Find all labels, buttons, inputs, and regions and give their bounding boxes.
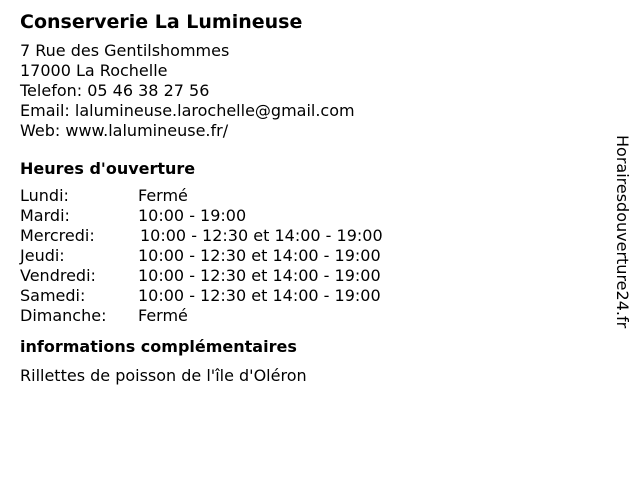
day-hours: 10:00 - 12:30 et 14:00 - 19:00	[138, 246, 381, 265]
day-label: Samedi:	[20, 286, 86, 305]
address-line-1: 7 Rue des Gentilshommes	[20, 41, 230, 60]
hours-row-sunday	[20, 306, 600, 326]
day-label: Mardi:	[20, 206, 70, 225]
day-hours: 10:00 - 12:30 et 14:00 - 19:00	[138, 286, 381, 305]
hours-row-thursday	[20, 246, 600, 266]
info-text: Rillettes de poisson de l'île d'Oléron	[20, 366, 307, 385]
day-hours: Fermé	[138, 306, 188, 325]
address-line-2: 17000 La Rochelle	[20, 61, 168, 80]
day-label: Jeudi:	[20, 246, 65, 265]
hours-table	[20, 186, 600, 326]
day-hours: 10:00 - 12:30 et 14:00 - 19:00	[138, 266, 381, 285]
day-hours: 10:00 - 12:30 et 14:00 - 19:00	[140, 226, 383, 245]
email-line: Email: lalumineuse.larochelle@gmail.com	[20, 101, 355, 120]
hours-row-saturday	[20, 286, 600, 306]
day-hours: 10:00 - 19:00	[138, 206, 247, 225]
business-card	[20, 10, 600, 386]
day-hours: Fermé	[138, 186, 188, 205]
business-name: Conserverie La Lumineuse	[20, 11, 303, 33]
info-heading: informations complémentaires	[20, 337, 297, 356]
day-label: Dimanche:	[20, 306, 107, 325]
contact-block	[20, 41, 600, 141]
hours-row-wednesday	[20, 226, 600, 246]
day-label: Mercredi:	[20, 226, 95, 245]
web-line: Web: www.lalumineuse.fr/	[20, 121, 229, 140]
site-watermark: Horairesdouverture24.fr	[613, 135, 632, 329]
day-label: Vendredi:	[20, 266, 96, 285]
phone-line: Telefon: 05 46 38 27 56	[20, 81, 210, 100]
hours-heading: Heures d'ouverture	[20, 159, 196, 178]
hours-row-friday	[20, 266, 600, 286]
day-label: Lundi:	[20, 186, 69, 205]
hours-row-monday	[20, 186, 600, 206]
hours-row-tuesday	[20, 206, 600, 226]
